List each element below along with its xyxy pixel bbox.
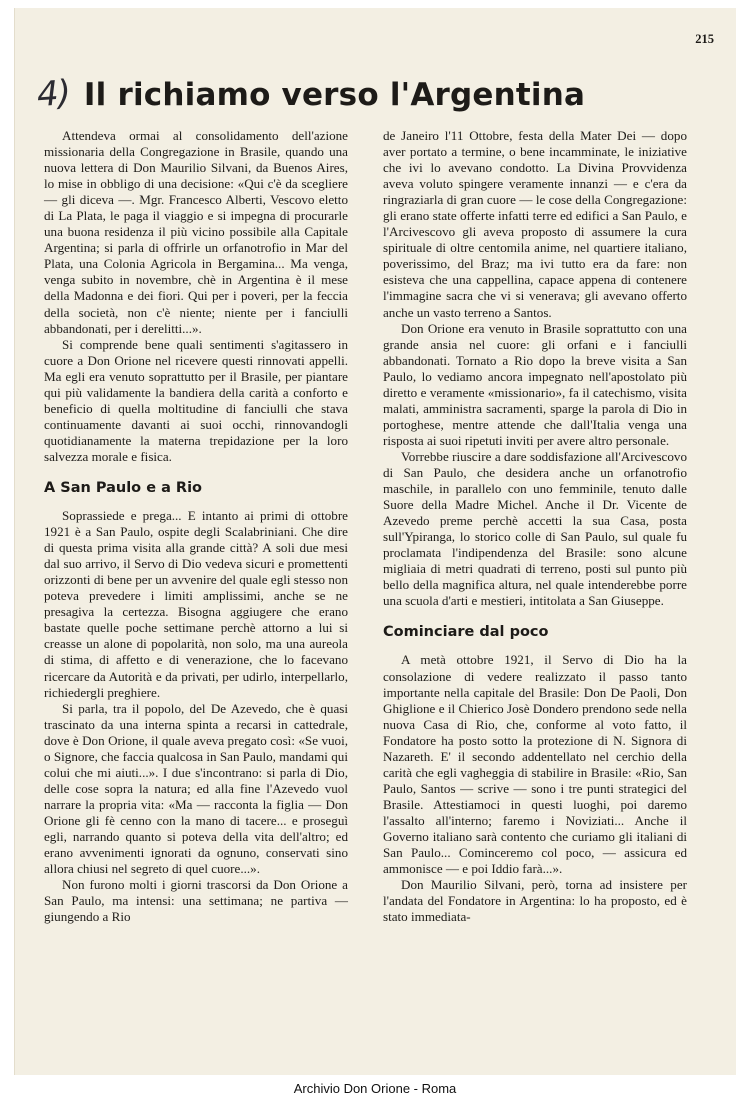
paragraph-continued: de Janeiro l'11 Ottobre, festa della Mater Dei — dopo aver portato a termine, o bene incamminate, le iniziative che ivi lo avevano condotto. La Divina Provvidenza aveva voluto spingere veramente innanzi — e c'era da ringraziarla di gran cuore — le cose della Congregazione: gli erano state offerte infatti terre ed edifici a San Paulo, e l'Arcivescovo gli aveva proposto di assumere la cura spirituale di oltre centomila anime, nel quartiere italiano, poverissimo, del Braz; ma ivi tutto era da fare: non esisteva che una cappellina, capace appena di contenere l'immagine sacra che vi si venerava; gli avevano offerto anche un vasto terreno a Santos.: [383, 128, 687, 320]
paragraph: Don Maurilio Silvani, però, torna ad insistere per l'andata del Fondatore in Argentina: lo ha proposto, ed è stato immediata-: [383, 877, 687, 925]
archive-footer: Archivio Don Orione - Roma: [293, 1081, 457, 1096]
paragraph: Non furono molti i giorni trascorsi da Don Orione a San Paulo, ma intensi: una settimana; ne partiva — giungendo a Rio: [44, 877, 348, 925]
section-heading: A San Paulo e a Rio: [44, 479, 203, 496]
paragraph: Soprassiede e prega... E intanto ai primi di ottobre 1921 è a San Paulo, ospite degli Scalabriniani. Che dire di questa prima visita alla grande città? A soli due mesi dal suo arrivo, il Servo di Dio vedeva sicuri e promettenti orizzonti di bene per un avvenire del quale egli stesso non poteva prevedere i limiti amplissimi, anche se ne presagiva la certezza. Bisogna aggiugere che erano bastate quelle poche settimane perchè attorno a lui si creasse un alone di popolarità, non solo, ma una aureola di stima, di affetto e di venerazione, che lo facevano ricercare da Autorità e da privati, per udirlo, interpellarlo, richiedergli preghiere.: [44, 508, 348, 700]
paragraph: Vorrebbe riuscire a dare soddisfazione all'Arcivescovo di San Paulo, che desidera anche un orfanotrofio maschile, in parallelo con uno femminile, tenuto dalle Suore della Madre Michel. Anche il Dr. Vicente de Azevedo preme perchè accetti la sua Casa, posta sull'Ypiranga, lo storico colle di San Paulo, sul quale fu proclamata l'indipendenza del Brasile: sono alcune migliaia di metri quadrati di terreno, posti sul punto più bello della magnifica altura, nel quale intenderebbe porre una scuola d'arti e mestieri, intitolata a San Giuseppe.: [383, 448, 687, 609]
document-page: [14, 8, 736, 1075]
right-column: [383, 128, 687, 925]
handwritten-chapter-mark: 4): [35, 72, 72, 116]
page-number: 215: [695, 32, 714, 46]
paragraph: Si comprende bene quali sentimenti s'agitassero in cuore a Don Orione nel ricevere questi rinnovati appelli. Ma egli era venuto soprattutto per il Brasile, per piantare qui più validamente la bandiera della carità a conforto e beneficio di quella moltitudine di fanciulli che stava continuamente davanti ai suoi occhi, rinnovandogli quotidianamente la materna trepidazione per la loro salvezza morale e fisica.: [44, 336, 348, 464]
paragraph: Si parla, tra il popolo, del De Azevedo, che è quasi trascinato da una interna spinta a recarsi in cattedrale, dove è Don Orione, il quale aveva pregato così: «Se vuoi, o Signore, che faccia qualcosa in San Paulo, mandami qui colui che mi aiuti...». I due s'incontrano: si parla di Dio, delle cose sopra la natura; ed alla fine l'Azevedo vuol narrare la propria vita: «Ma — racconta la figlia — Don Orione gli fè cenno con la mano di tacere... e proseguì egli, narrando quanto si poteva della vita dell'altro; ed erano avvenimenti ignorati da ognuno, conservati sino allora chiusi nel segreto di quel cuore...».: [44, 700, 348, 877]
paragraph: Attendeva ormai al consolidamento dell'azione missionaria della Congregazione in Brasile, quando una nuova lettera di Don Maurilio Silvani, da Buenos Aires, lo mise in obbligo di una decisione: «Qui c'è da scegliere — gli diceva —. Mgr. Francesco Alberti, Vescovo eletto di La Plata, le paga il viaggio e si impegna di procurarle una buona residenza il più vicino possibile alla Capitale Argentina; si parla di offrirle un orfanotrofio in Mar del Plata, una Colonia Agricola in Bergamina... Ma venga, venga subito in novembre, chè in Argentina è il mese della Madonna e dei fiori. Qui per i poveri, per la feccia della società, non c'è niente; niente per i fanciulli abbandonati, per i derelitti...».: [44, 128, 348, 336]
left-column: [44, 128, 348, 925]
paragraph: Don Orione era venuto in Brasile soprattutto con una grande ansia nel cuore: gli orfani e i fanciulli abbandonati. Tornato a Rio dopo la breve visita a San Paulo, lo vediamo ancora impegnato nell'apostolato più diretto e veramente «missionario», fa il catechismo, visita malati, amministra sacramenti, sparge la parola di Dio in portoghese, mentre attende che dall'Italia venga una risposta ai suoi ripetuti inviti per avere altro personale.: [383, 320, 687, 448]
section-heading: Cominciare dal poco: [383, 624, 549, 641]
page-title: Il richiamo verso l'Argentina: [83, 77, 586, 113]
title-row: [37, 74, 585, 114]
paragraph: A metà ottobre 1921, il Servo di Dio ha la consolazione di vedere realizzato il passo tanto importante nella capitale del Brasile: Don De Paoli, Don Ghiglione e il Chierico Josè Dondero prendono sede nella nuova Casa di Rio, che, conforme al voto fatto, il Fondatore ha posto sotto la protezione di N. Signora di Nazareth. E' il secondo addentellato nel cerchio della carità che egli vagheggia di stabilire in Brasile: «Rio, San Paulo, Santos — scrive — sono i tre punti strategici del Brasile. Attestiamoci in questi luoghi, poi daremo l'assalto all'interno; faremo i Noviziati... Anche il Governo italiano sarà contento che curiamo gli italiani di San Paulo... Cominceremo col poco, — assicura ed ammonisce — e poi Iddio farà...».: [383, 652, 687, 877]
